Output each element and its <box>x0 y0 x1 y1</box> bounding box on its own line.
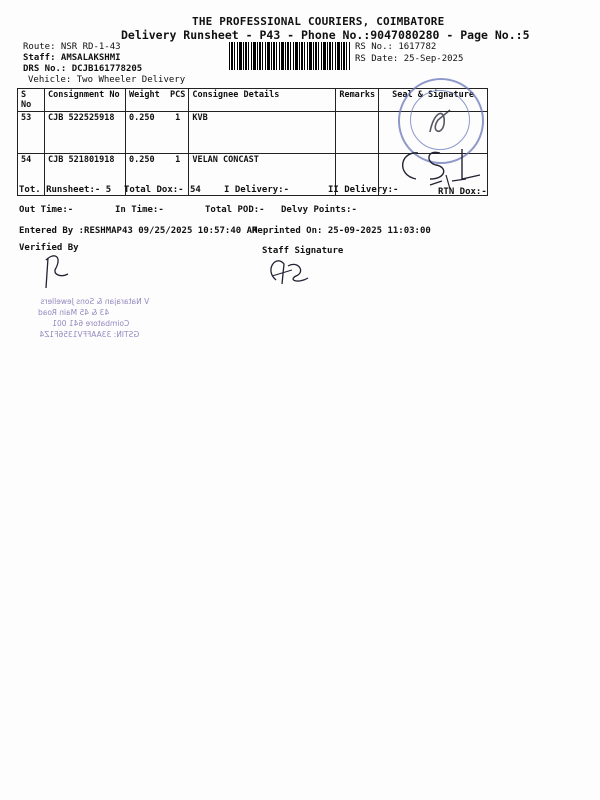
cell-consignment: CJB 521801918 <box>45 154 126 196</box>
out-time: Out Time:- <box>19 205 74 215</box>
col-remarks: Remarks <box>336 89 379 112</box>
staff: Staff: AMSALAKSHMI <box>23 53 121 63</box>
col-weight-pcs <box>126 89 189 112</box>
col-weight: Weight <box>129 90 160 100</box>
col-pcs: PCS <box>169 90 186 100</box>
cell-weight-pcs <box>126 112 189 154</box>
cell-consignee: KVB <box>189 112 336 154</box>
cell-pcs: 1 <box>175 155 181 165</box>
verified-by: Verified By <box>19 243 79 253</box>
rs-no: RS No.: 1617782 <box>355 42 437 52</box>
stamp-line: V Natarajan & Sons Jewellers <box>40 297 150 306</box>
rtn-dox: RTN Dox:- <box>438 187 487 197</box>
in-time: In Time:- <box>115 205 164 215</box>
total-dox-label: Total Dox:- <box>124 185 184 195</box>
col-consignment: Consignment No <box>45 89 126 112</box>
tot-runsheet: Tot. Runsheet:- 5 <box>19 185 112 195</box>
company-title: THE PROFESSIONAL COURIERS, COIMBATORE <box>192 15 445 28</box>
verified-signature <box>40 248 80 298</box>
runsheet-title: Delivery Runsheet - P43 - Phone No.:9047080280 - Page No.:5 <box>121 28 530 42</box>
route: Route: NSR RD-1-43 <box>23 42 121 52</box>
cell-remarks <box>336 112 379 154</box>
delvy-points: Delvy Points:- <box>281 205 357 215</box>
cell-sno: 54 <box>18 154 45 196</box>
vehicle: Vehicle: Two Wheeler Delivery <box>28 75 186 85</box>
cell-weight: 0.250 <box>129 155 155 165</box>
i-delivery: I Delivery:- <box>224 185 290 195</box>
barcode <box>229 42 351 70</box>
cell-consignment: CJB 522525918 <box>45 112 126 154</box>
stamp-line: GSTIN: 33AAFFV1356F1Z4 <box>39 330 140 339</box>
col-sno: S No <box>18 89 45 112</box>
col-consignee: Consignee Details <box>189 89 336 112</box>
stamp-line: 43 & 45 Main Road <box>38 308 110 317</box>
staff-signature: Staff Signature <box>262 246 344 256</box>
cell-sno: 53 <box>18 112 45 154</box>
drs-no: DRS No.: DCJB161778205 <box>23 64 143 74</box>
ii-delivery: II Delivery:- <box>328 185 399 195</box>
total-pod: Total POD:- <box>205 205 265 215</box>
col-seal: Seal & Signature <box>379 89 488 112</box>
staff-signature-mark <box>262 250 322 290</box>
jeweller-stamp <box>38 296 149 340</box>
cell-consignee: VELAN CONCAST <box>189 154 336 196</box>
cell-weight: 0.250 <box>129 113 155 123</box>
reprinted-on: Reprinted On: 25-09-2025 11:03:00 <box>252 226 431 236</box>
stamp-line: Coimbatore 641 001 <box>52 319 130 328</box>
cell-pcs: 1 <box>175 113 181 123</box>
rs-date: RS Date: 25-Sep-2025 <box>355 54 464 64</box>
total-dox-value: 54 <box>190 185 201 195</box>
entered-by: Entered By :RESHMAP43 09/25/2025 10:57:40 AM <box>19 226 258 236</box>
